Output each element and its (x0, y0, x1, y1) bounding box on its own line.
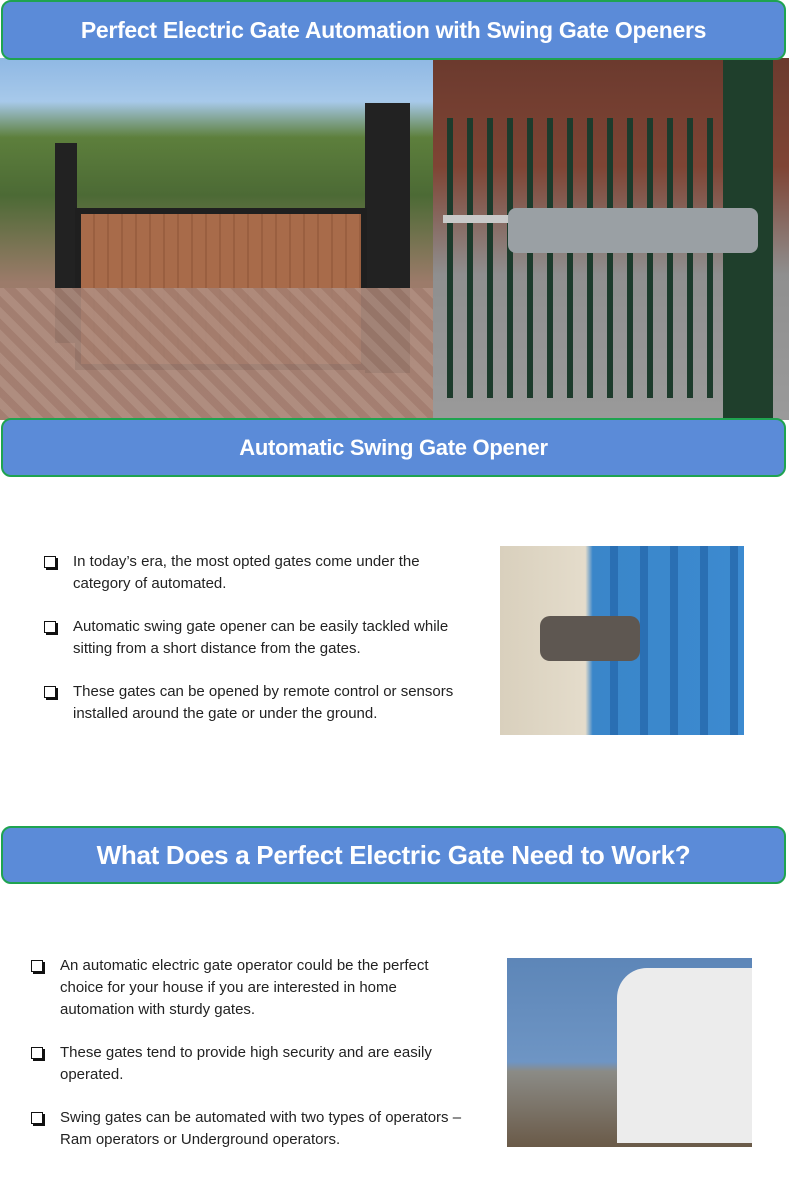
bullet-list (29, 955, 469, 1172)
list-item: An automatic electric gate operator could be the perfect choice for your house if you are interested in home automation with sturdy gates. (29, 955, 469, 1021)
list-item: These gates can be opened by remote control or sensors installed around the gate or under the ground. (42, 681, 462, 725)
list-item: Swing gates can be automated with two types of operators – Ram operators or Underground operators. (29, 1107, 469, 1151)
section-title: Automatic Swing Gate Opener (239, 434, 548, 460)
sliding-gate-motor-photo (507, 958, 752, 1147)
checkbox-bullet-icon (44, 556, 56, 568)
checkbox-bullet-icon (44, 621, 56, 633)
list-item: In today’s era, the most opted gates come under the category of automated. (42, 551, 462, 595)
list-item: These gates tend to provide high security and are easily operated. (29, 1042, 469, 1086)
checkbox-bullet-icon (31, 1112, 43, 1124)
checkbox-bullet-icon (31, 1047, 43, 1059)
section-banner-swing-gate-opener (1, 418, 786, 477)
header-banner (1, 0, 786, 60)
gate-opener-photo (433, 58, 789, 420)
bullet-list (42, 551, 462, 746)
section-banner-gate-needs (1, 826, 786, 884)
wooden-swing-gate-photo (0, 58, 433, 420)
swing-opener-on-blue-gate-photo (500, 546, 744, 735)
list-item: Automatic swing gate opener can be easily tackled while sitting from a short distance from the gates. (42, 616, 462, 660)
checkbox-bullet-icon (44, 686, 56, 698)
page-title: Perfect Electric Gate Automation with Swing Gate Openers (80, 16, 707, 43)
section-title: What Does a Perfect Electric Gate Need to Work? (96, 839, 691, 870)
checkbox-bullet-icon (31, 960, 43, 972)
